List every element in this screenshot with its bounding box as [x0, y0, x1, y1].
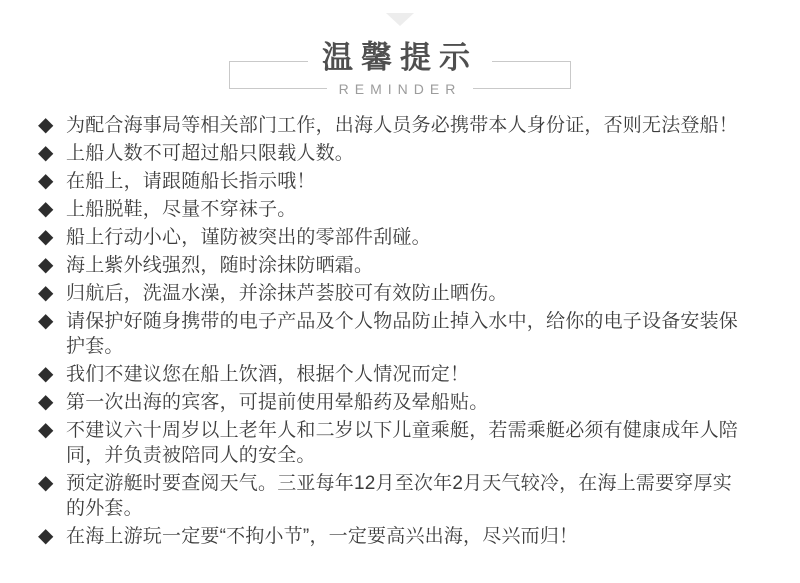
tip-text: 预定游艇时要查阅天气。三亚每年12月至次年2月天气较冷，在海上需要穿厚实的外套。 — [66, 473, 732, 519]
tips-list — [38, 113, 778, 552]
tip-item — [38, 169, 778, 194]
tip-text: 归航后，洗温水澡，并涂抹芦荟胶可有效防止晒伤。 — [66, 283, 508, 304]
tip-text: 上船人数不可超过船只限载人数。 — [66, 143, 355, 164]
diamond-bullet-icon: ◆ — [38, 254, 54, 276]
tip-text: 在船上，请跟随船长指示哦！ — [66, 171, 316, 192]
tip-item — [38, 390, 778, 415]
header-outline-box — [229, 61, 571, 89]
diamond-bullet-icon: ◆ — [38, 198, 54, 220]
page-subtitle-text: REMINDER — [327, 81, 474, 97]
tip-item — [38, 197, 778, 222]
diamond-bullet-icon: ◆ — [38, 419, 54, 441]
tip-text: 我们不建议您在船上饮酒，根据个人情况而定！ — [66, 364, 470, 385]
tip-item — [38, 362, 778, 387]
diamond-bullet-icon: ◆ — [38, 142, 54, 164]
tip-text: 海上紫外线强烈，随时涂抹防晒霜。 — [66, 255, 374, 276]
page-title-text: 温馨提示 — [308, 42, 492, 74]
diamond-bullet-icon: ◆ — [38, 310, 54, 332]
tip-text: 在海上游玩一定要“不拘小节”，一定要高兴出海，尽兴而归！ — [66, 526, 579, 547]
tip-item — [38, 141, 778, 166]
tip-item — [38, 471, 778, 521]
tip-text: 为配合海事局等相关部门工作，出海人员务必携带本人身份证，否则无法登船！ — [66, 115, 739, 136]
tip-item — [38, 113, 778, 138]
tip-item — [38, 253, 778, 278]
tip-text: 请保护好随身携带的电子产品及个人物品防止掉入水中，给你的电子设备安装保护套。 — [66, 311, 739, 357]
tip-text: 第一次出海的宾客，可提前使用晕船药及晕船贴。 — [66, 392, 489, 413]
diamond-bullet-icon: ◆ — [38, 525, 54, 547]
tip-item — [38, 524, 778, 549]
tip-item — [38, 418, 778, 468]
tip-text: 不建议六十周岁以上老年人和二岁以下儿童乘艇，若需乘艇必须有健康成年人陪同，并负责被陪同人的安全。 — [66, 420, 739, 466]
diamond-bullet-icon: ◆ — [38, 170, 54, 192]
down-triangle-icon — [386, 13, 414, 26]
diamond-bullet-icon: ◆ — [38, 226, 54, 248]
diamond-bullet-icon: ◆ — [38, 114, 54, 136]
diamond-bullet-icon: ◆ — [38, 363, 54, 385]
tip-item — [38, 281, 778, 306]
tip-item — [38, 309, 778, 359]
tip-item — [38, 225, 778, 250]
tip-text: 船上行动小心，谨防被突出的零部件刮碰。 — [66, 227, 431, 248]
diamond-bullet-icon: ◆ — [38, 472, 54, 494]
diamond-bullet-icon: ◆ — [38, 391, 54, 413]
diamond-bullet-icon: ◆ — [38, 282, 54, 304]
tip-text: 上船脱鞋，尽量不穿袜子。 — [66, 199, 297, 220]
